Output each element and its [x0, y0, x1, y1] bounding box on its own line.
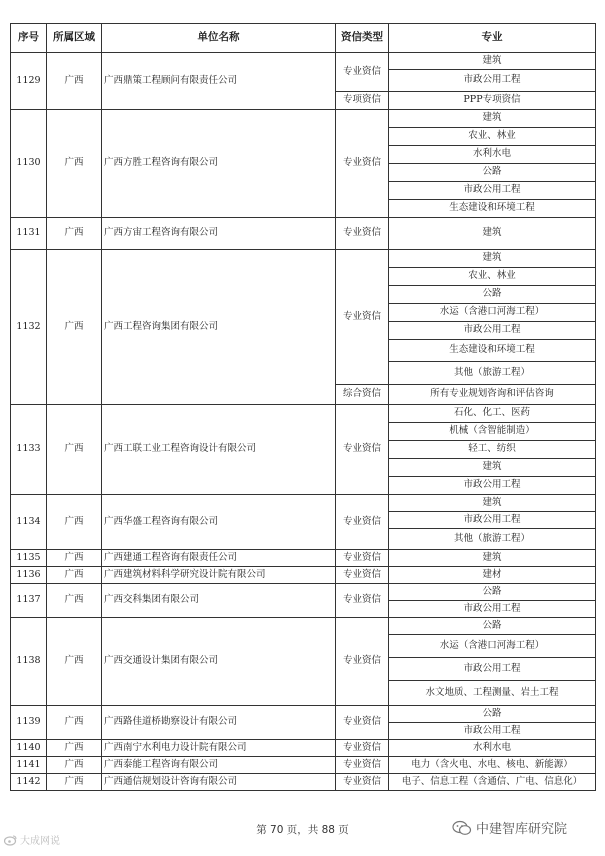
qualification-type-cell: 专业资信	[336, 550, 389, 567]
qualification-type-cell: 专业资信	[336, 495, 389, 550]
specialty-cell: 生态建设和环境工程	[389, 200, 596, 218]
specialty-cell: PPP专项资信	[389, 92, 596, 110]
specialty-cell: 公路	[389, 706, 596, 723]
specialty-cell: 市政公用工程	[389, 70, 596, 92]
qualification-type-cell: 专业资信	[336, 567, 389, 584]
specialty-cell: 水运（含港口河海工程）	[389, 304, 596, 322]
company-name-cell: 广西工程咨询集团有限公司	[102, 250, 336, 405]
region-cell: 广西	[47, 218, 102, 250]
table-row	[11, 584, 596, 601]
row-number-cell: 1140	[11, 740, 47, 757]
row-number-cell: 1138	[11, 618, 47, 706]
row-number-cell: 1133	[11, 405, 47, 495]
table-body	[11, 53, 596, 791]
table-row	[11, 618, 596, 635]
specialty-cell: 水运（含港口河海工程）	[389, 635, 596, 658]
specialty-cell: 建筑	[389, 495, 596, 512]
specialty-cell: 市政公用工程	[389, 658, 596, 681]
region-cell: 广西	[47, 550, 102, 567]
table-row	[11, 774, 596, 791]
qualification-type-cell: 专业资信	[336, 405, 389, 495]
specialty-cell: 建筑	[389, 110, 596, 128]
header-type: 资信类型	[336, 24, 389, 53]
specialty-cell: 电子、信息工程（含通信、广电、信息化）	[389, 774, 596, 791]
table-row	[11, 218, 596, 250]
table-row	[11, 567, 596, 584]
specialty-cell: 建筑	[389, 53, 596, 70]
specialty-cell: 市政公用工程	[389, 512, 596, 529]
header-specialty: 专业	[389, 24, 596, 53]
specialty-cell: 其他（旅游工程）	[389, 362, 596, 385]
region-cell: 广西	[47, 774, 102, 791]
region-cell: 广西	[47, 584, 102, 618]
row-number-cell: 1134	[11, 495, 47, 550]
header-region: 所属区域	[47, 24, 102, 53]
qualification-type-cell: 专业资信	[336, 706, 389, 740]
qualification-type-cell: 专业资信	[336, 774, 389, 791]
specialty-cell: 公路	[389, 164, 596, 182]
table-row	[11, 706, 596, 723]
specialty-cell: 电力（含火电、水电、核电、新能源）	[389, 757, 596, 774]
qualification-type-cell: 专项资信	[336, 92, 389, 110]
qualification-type-cell: 专业资信	[336, 740, 389, 757]
qualification-type-cell: 专业资信	[336, 618, 389, 706]
table-row	[11, 405, 596, 423]
specialty-cell: 市政公用工程	[389, 322, 596, 340]
specialty-cell: 其他（旅游工程）	[389, 529, 596, 550]
row-number-cell: 1130	[11, 110, 47, 218]
row-number-cell: 1142	[11, 774, 47, 791]
specialty-cell: 市政公用工程	[389, 182, 596, 200]
qualification-type-cell: 专业资信	[336, 110, 389, 218]
specialty-cell: 水利水电	[389, 740, 596, 757]
region-cell: 广西	[47, 618, 102, 706]
table-row	[11, 495, 596, 512]
row-number-cell: 1136	[11, 567, 47, 584]
row-number-cell: 1141	[11, 757, 47, 774]
watermark-left-text: 大成网说	[20, 836, 60, 847]
company-name-cell: 广西路佳道桥勘察设计有限公司	[102, 706, 336, 740]
specialty-cell: 建筑	[389, 550, 596, 567]
row-number-cell: 1135	[11, 550, 47, 567]
row-number-cell: 1129	[11, 53, 47, 110]
watermark-right-text: 中建智库研究院	[476, 822, 568, 837]
header-company: 单位名称	[102, 24, 336, 53]
company-name-cell: 广西南宁水利电力设计院有限公司	[102, 740, 336, 757]
company-name-cell: 广西泰能工程咨询有限公司	[102, 757, 336, 774]
company-name-cell: 广西方宙工程咨询有限公司	[102, 218, 336, 250]
table-row	[11, 550, 596, 567]
wechat-icon	[452, 820, 472, 836]
weibo-icon	[4, 834, 18, 846]
table-header-row	[11, 24, 596, 53]
company-name-cell: 广西交通设计集团有限公司	[102, 618, 336, 706]
specialty-cell: 农业、林业	[389, 268, 596, 286]
page-number: 第 70 页，共 88 页	[256, 824, 349, 836]
specialty-cell: 建筑	[389, 250, 596, 268]
company-name-cell: 广西华盛工程咨询有限公司	[102, 495, 336, 550]
specialty-cell: 建材	[389, 567, 596, 584]
specialty-cell: 市政公用工程	[389, 723, 596, 740]
company-name-cell: 广西建筑材料科学研究设计院有限公司	[102, 567, 336, 584]
specialty-cell: 建筑	[389, 218, 596, 250]
company-name-cell: 广西方胜工程咨询有限公司	[102, 110, 336, 218]
table-row	[11, 110, 596, 128]
table-row	[11, 250, 596, 268]
watermark-left	[4, 832, 60, 847]
specialty-cell: 生态建设和环境工程	[389, 340, 596, 362]
region-cell: 广西	[47, 757, 102, 774]
company-name-cell: 广西工联工业工程咨询设计有限公司	[102, 405, 336, 495]
company-name-cell: 广西鼎策工程顾问有限责任公司	[102, 53, 336, 110]
region-cell: 广西	[47, 250, 102, 405]
specialty-cell: 公路	[389, 618, 596, 635]
qualification-type-cell: 专业资信	[336, 584, 389, 618]
specialty-cell: 公路	[389, 584, 596, 601]
company-name-cell: 广西建通工程咨询有限责任公司	[102, 550, 336, 567]
specialty-cell: 市政公用工程	[389, 477, 596, 495]
specialty-cell: 石化、化工、医药	[389, 405, 596, 423]
region-cell: 广西	[47, 405, 102, 495]
company-name-cell: 广西交科集团有限公司	[102, 584, 336, 618]
specialty-cell: 公路	[389, 286, 596, 304]
qualification-type-cell: 专业资信	[336, 250, 389, 385]
table-row	[11, 740, 596, 757]
specialty-cell: 轻工、纺织	[389, 441, 596, 459]
region-cell: 广西	[47, 110, 102, 218]
region-cell: 广西	[47, 53, 102, 110]
row-number-cell: 1137	[11, 584, 47, 618]
table-row	[11, 757, 596, 774]
qualification-table	[10, 23, 596, 791]
specialty-cell: 水文地质、工程测量、岩土工程	[389, 681, 596, 706]
specialty-cell: 建筑	[389, 459, 596, 477]
region-cell: 广西	[47, 495, 102, 550]
company-name-cell: 广西通信规划设计咨询有限公司	[102, 774, 336, 791]
specialty-cell: 所有专业规划咨询和评估咨询	[389, 385, 596, 405]
row-number-cell: 1131	[11, 218, 47, 250]
qualification-type-cell: 专业资信	[336, 757, 389, 774]
qualification-type-cell: 专业资信	[336, 53, 389, 92]
qualification-type-cell: 综合资信	[336, 385, 389, 405]
qualification-type-cell: 专业资信	[336, 218, 389, 250]
watermark-right	[452, 818, 567, 837]
row-number-cell: 1139	[11, 706, 47, 740]
region-cell: 广西	[47, 567, 102, 584]
specialty-cell: 农业、林业	[389, 128, 596, 146]
row-number-cell: 1132	[11, 250, 47, 405]
region-cell: 广西	[47, 706, 102, 740]
region-cell: 广西	[47, 740, 102, 757]
specialty-cell: 机械（含智能制造）	[389, 423, 596, 441]
specialty-cell: 水利水电	[389, 146, 596, 164]
specialty-cell: 市政公用工程	[389, 601, 596, 618]
table-row	[11, 53, 596, 70]
header-no: 序号	[11, 24, 47, 53]
